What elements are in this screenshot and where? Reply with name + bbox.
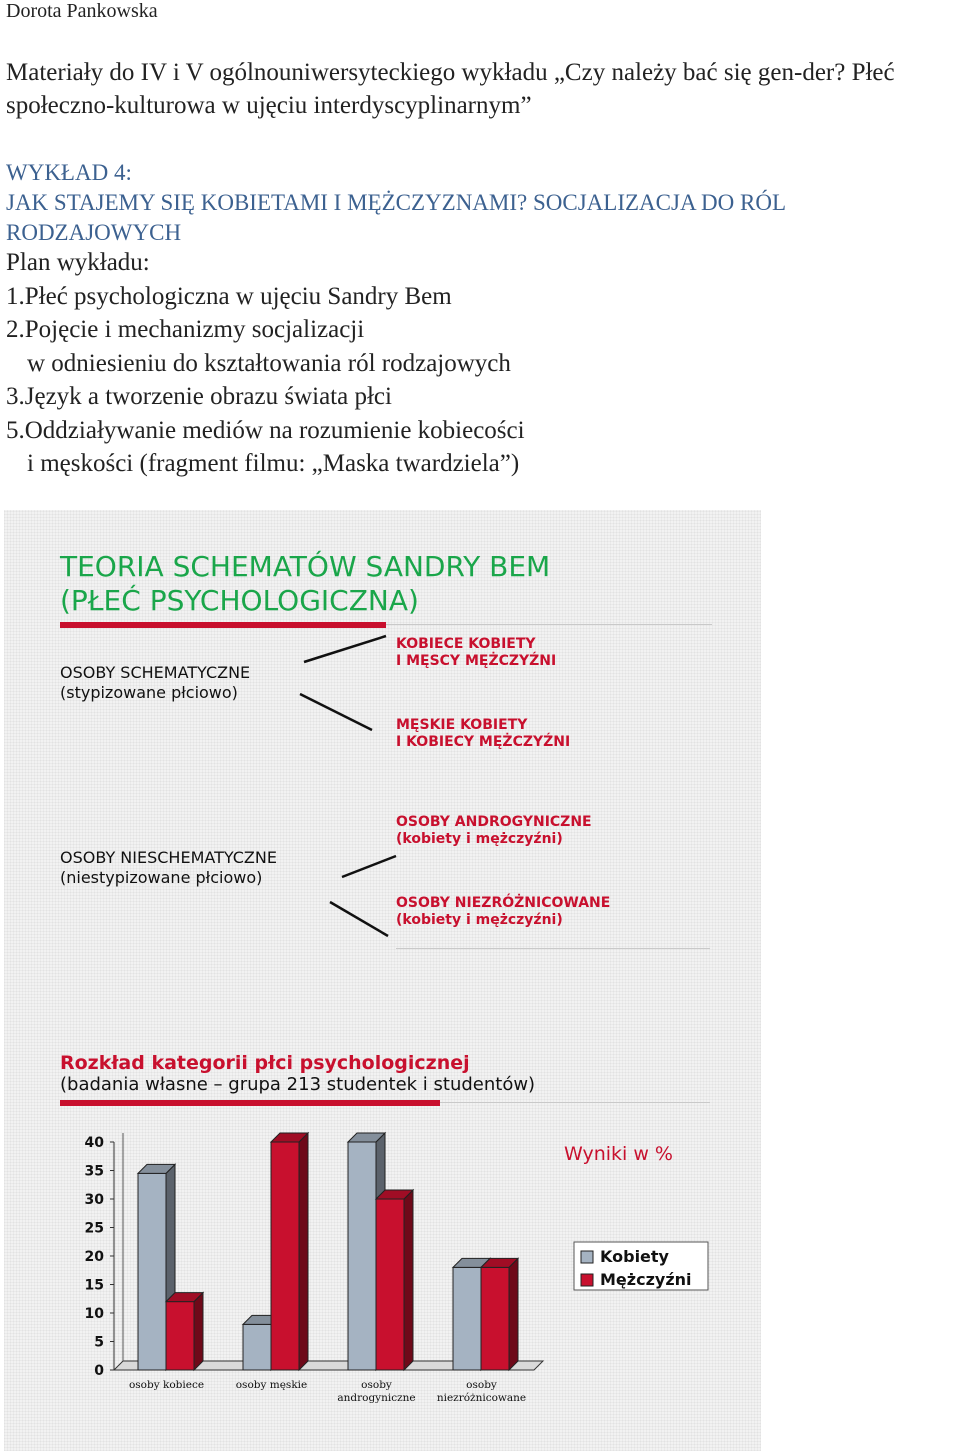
- y-tick-label: 5: [94, 1334, 104, 1351]
- y-tick-label: 10: [84, 1306, 104, 1322]
- chart-subtitle-line2: (badania własne – grupa 213 studentek i studentów): [60, 1074, 536, 1095]
- bar-mężczyźni-side: [194, 1293, 203, 1370]
- x-tick-label: osoby: [466, 1379, 497, 1391]
- lecture-title-line2: RODZAJOWYCH: [6, 220, 182, 245]
- legend-label: Mężczyźni: [600, 1270, 692, 1289]
- bar-kobiety: [243, 1324, 271, 1370]
- lecture-plan: [6, 246, 525, 481]
- x-tick-label: osoby: [361, 1379, 392, 1391]
- bar-chart: [64, 1130, 724, 1430]
- bar-mężczyźni-side: [509, 1258, 518, 1370]
- x-tick-label: osoby męskie: [235, 1379, 308, 1391]
- bar-mężczyźni-side: [299, 1133, 308, 1370]
- bar-mężczyźni: [376, 1199, 404, 1370]
- bar-mężczyźni: [166, 1302, 194, 1370]
- y-tick-label: 40: [84, 1135, 104, 1151]
- bar-mężczyźni-side: [404, 1190, 413, 1370]
- subtitle-rule: [440, 1102, 710, 1103]
- author-name: Dorota Pankowska: [6, 0, 158, 22]
- connector-line: [342, 856, 396, 877]
- section-rule: [396, 948, 710, 949]
- slide-title-line2: (PŁEĆ PSYCHOLOGICZNA): [60, 584, 419, 617]
- x-tick-label: androgyniczne: [337, 1392, 416, 1404]
- slide-title-line1: TEORIA SCHEMATÓW SANDRY BEM: [60, 550, 551, 583]
- bar-kobiety: [453, 1267, 481, 1370]
- schematic-type-b: MĘSKIE KOBIETY I KOBIECY MĘŻCZYŹNI: [396, 717, 571, 750]
- bar-mężczyźni: [271, 1142, 299, 1370]
- subtitle-red-bar: [60, 1100, 440, 1106]
- schematic-type-a: KOBIECE KOBIETY I MĘSCY MĘŻCZYŹNI: [396, 636, 557, 669]
- bar-kobiety: [348, 1142, 376, 1370]
- chart-subtitle-line1: Rozkład kategorii płci psychologicznej: [60, 1052, 470, 1074]
- y-tick-label: 35: [84, 1163, 104, 1180]
- bar-kobiety: [138, 1173, 166, 1370]
- legend-swatch: [581, 1251, 593, 1263]
- connector-line: [304, 636, 386, 662]
- lecture-heading: [6, 158, 786, 248]
- plan-item-5-cont: i męskości (fragment filmu: „Maska twardziela”): [27, 450, 520, 477]
- y-tick-label: 15: [84, 1277, 104, 1294]
- plan-item-2-cont: w odniesieniu do kształtowania ról rodzajowych: [27, 349, 511, 377]
- x-tick-label: niezróżnicowane: [436, 1392, 527, 1404]
- chart-subtitle: [60, 1052, 535, 1096]
- y-tick-label: 30: [84, 1192, 104, 1208]
- lecture-title-line1: JAK STAJEMY SIĘ KOBIETAMI I MĘŻCZYZNAMI? SOCJALIZACJA DO RÓL: [6, 190, 787, 215]
- connector-line: [300, 694, 372, 730]
- nonschematic-type-a: OSOBY ANDROGYNICZNE (kobiety i mężczyźni): [396, 814, 592, 847]
- schematic-label: OSOBY SCHEMATYCZNE (stypizowane płciowo): [60, 663, 251, 702]
- bar-mężczyźni: [481, 1267, 509, 1370]
- x-tick-label: osoby kobiece: [128, 1379, 205, 1391]
- y-tick-label: 0: [94, 1363, 104, 1379]
- slide: [4, 510, 761, 1451]
- legend-swatch: [581, 1274, 593, 1286]
- chart-annotation: Wyniki w %: [564, 1143, 673, 1165]
- plan-item-2: 2.Pojęcie i mechanizmy socjalizacji: [6, 316, 365, 343]
- y-tick-label: 25: [84, 1220, 104, 1237]
- plan-item-5: 5.Oddziaływanie mediów na rozumienie kobiecości: [6, 416, 525, 444]
- legend-label: Kobiety: [600, 1247, 669, 1266]
- plan-item-1: 1.Płeć psychologiczna w ujęciu Sandry Bem: [6, 282, 452, 310]
- nonschematic-type-b: OSOBY NIEZRÓŻNICOWANE (kobiety i mężczyźni): [396, 895, 611, 928]
- lecture-number: WYKŁAD 4:: [6, 160, 132, 185]
- intro-text: Materiały do IV i V ogólnouniwersyteckiego wykładu „Czy należy bać się gen-der? Płeć społeczno-kulturowa w ujęciu interdyscyplinarnym”: [6, 59, 895, 119]
- connector-line: [330, 902, 388, 936]
- plan-item-3: 3.Język a tworzenie obrazu świata płci: [6, 383, 392, 410]
- plan-heading: Plan wykładu:: [6, 249, 150, 276]
- y-tick-label: 20: [84, 1249, 104, 1265]
- nonschematic-label: OSOBY NIESCHEMATYCZNE (niestypizowane płciowo): [60, 848, 277, 887]
